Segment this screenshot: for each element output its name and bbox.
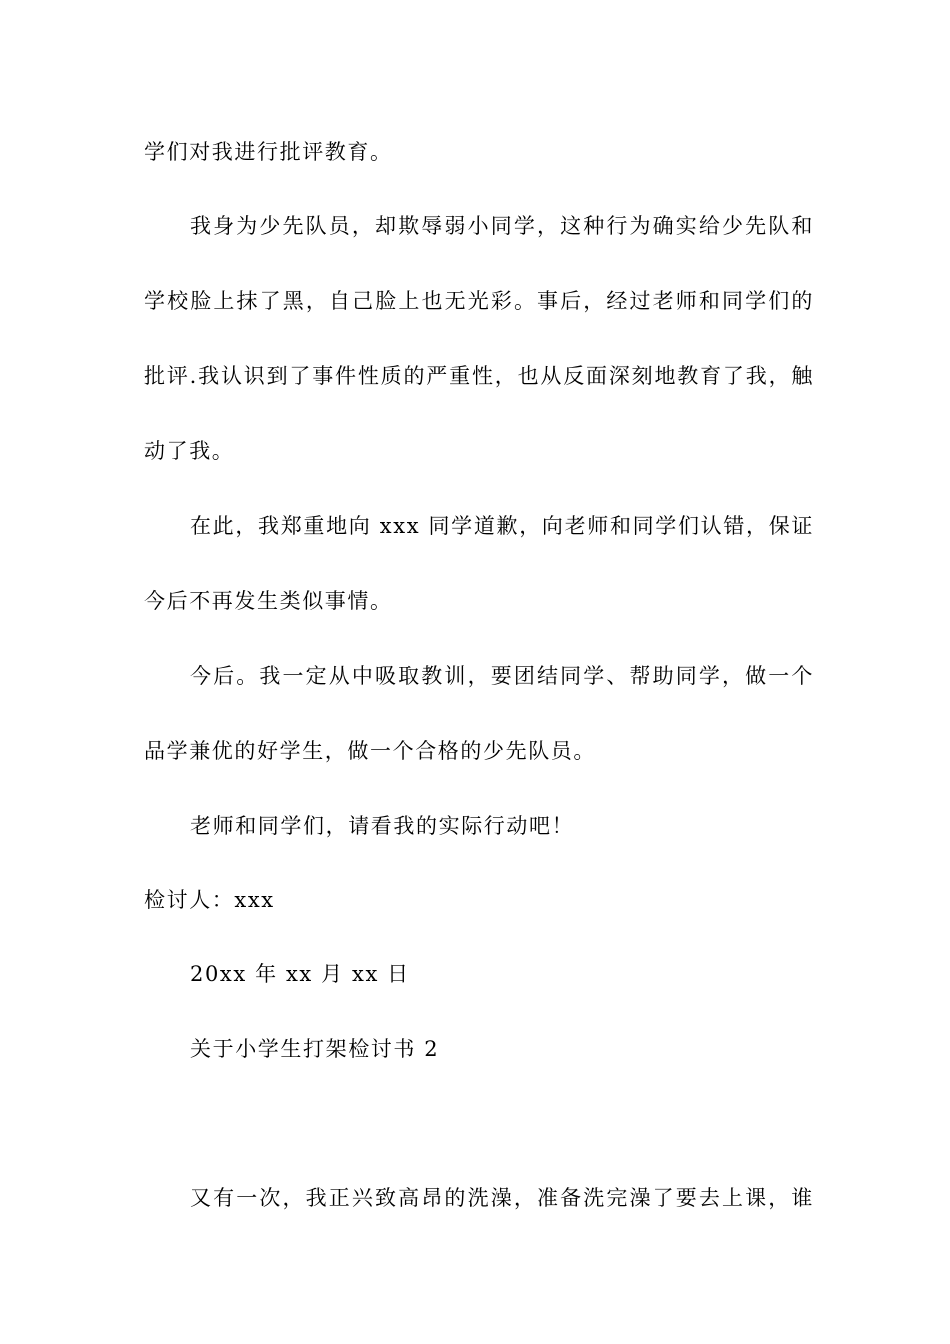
text-line-3: 学校脸上抹了黑，自己脸上也无光彩。事后，经过老师和同学们的 [144,289,814,313]
date-line: 20xx 年 xx 月 xx 日 [190,962,410,986]
text-line-7: 今后不再发生类似事情。 [144,589,393,613]
text-line-6: 在此，我郑重地向 xxx 同学道歉，向老师和同学们认错，保证 [190,514,814,538]
text-line-2: 我身为少先队员，却欺辱弱小同学，这种行为确实给少先队和 [190,214,814,238]
text-line-5: 动了我。 [144,439,235,463]
section-title: 关于小学生打架检讨书 2 [190,1037,440,1061]
text-line-10: 老师和同学们，请看我的实际行动吧！ [190,814,575,838]
text-line-9: 品学兼优的好学生，做一个合格的少先队员。 [144,739,596,763]
signatory-line: 检讨人：xxx [144,888,275,912]
text-line-8: 今后。我一定从中吸取教训，要团结同学、帮助同学，做一个 [190,664,814,688]
text-line-14: 又有一次，我正兴致高昂的洗澡，准备洗完澡了要去上课，谁 [190,1186,814,1210]
text-line-4: 批评.我认识到了事件性质的严重性，也从反面深刻地教育了我，触 [144,364,814,388]
text-line-1: 学们对我进行批评教育。 [144,140,393,164]
